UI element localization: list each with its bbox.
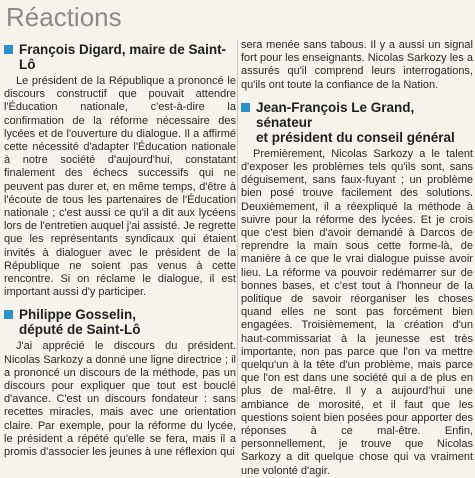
section-text: J'ai apprécié le discours du président. Nicolas Sarkozy a donné une ligne directrice ; il a prononcé un discours de la méthode, pas un discours pour expliquer que tout est bouclé d'avance. C'est un discours fondateur : sans recettes miracles, mais avec une orientation claire. Par exemple, pour la réforme du lycée, le président a répété qu'elle se fera, mais il a promis d'associer les jeunes à une réflexion qui bbox=[4, 340, 236, 459]
blue-square-icon bbox=[4, 45, 13, 54]
section-heading bbox=[241, 100, 473, 145]
column-divider bbox=[237, 40, 238, 402]
section-heading bbox=[4, 307, 236, 337]
blue-square-icon bbox=[4, 310, 13, 319]
heading-line: Jean-François Le Grand, sénateur bbox=[256, 99, 415, 130]
heading-line: François Digard, maire de Saint-Lô bbox=[19, 42, 227, 72]
heading-line: député de Saint-Lô bbox=[19, 322, 141, 338]
section-text: Premièrement, Nicolas Sarkozy a le talent d'exposer les problèmes tels qu'ils sont, sans déguisement, sans faux-fuyant ; un problème bien posé trouve facilement des solutions. Deuxièmement, il a réexpliqué la méthode à suivre pour la réforme des lycées. Et je crois que c'est bien d'avoir demandé à Darcos de reprendre la main sous cette forme-là, de manière à ce que le vrai dialogue puisse avoir lieu. La réforme va pouvoir redémarrer sur de bonnes bases, et c'est tout à l'honneur de la politique de savoir réorganiser les choses quand elles ne sont pas forcément bien engagées. Troisièmement, la création d'un haut-commissariat à la jeunesse est très importante, non pas parce que l'on va mettre quelqu'un à la tête d'un problème, mais parce que l'on est dans une société qui a de plus en plus de mal-être. Il y a aujourd'hui une ambiance de morosité, et il faut que les questions soient bien posées pour apporter des réponses à ce mal-être. Enfin, personnellement, je trouve que Nicolas Sarkozy a dit quelque chose qui va vraiment une volonté d'agir. bbox=[241, 147, 473, 477]
continued-text: sera menée sans tabous. Il y a aussi un signal fort pour les enseignants. Nicolas Sarkozy les a assurés qu'il comprend leurs interrogations, qu'ils ont toute la confiance de la Nation. bbox=[241, 39, 473, 91]
heading-line: et président du conseil général bbox=[256, 129, 455, 145]
section-heading bbox=[4, 42, 236, 72]
section-text: Le président de la République a prononcé le discours constructif que pouvait attendre l'Éducation nationale, c'est-à-dire la confirmation de la réforme nécessaire des lycées et de l'ouverture du dialogue. Il a affirmé cette nécessité d'adapter l'Éducation nationale à notre société d'aujourd'hui, constatant finalement des échecs successifs qui ne peuvent pas durer et, en même temps, d'être à l'écoute de tous les partenaires de l'Éducation nationale ; c'est aussi ce qu'il a dit aux lycéens lors de l'entretien auquel j'ai assisté. Je regrette que les représentants syndicaux qui étaient invités à dialoguer avec le président de la République ne soient pas venus à cette rencontre. Si on réclame le dialogue, il est important aussi d'y participer. bbox=[4, 75, 236, 299]
page-title: Réactions bbox=[6, 2, 122, 32]
heading-line: Philippe Gosselin, bbox=[19, 307, 137, 323]
right-column bbox=[241, 39, 473, 478]
blue-square-icon bbox=[241, 103, 250, 112]
left-column bbox=[4, 40, 236, 459]
